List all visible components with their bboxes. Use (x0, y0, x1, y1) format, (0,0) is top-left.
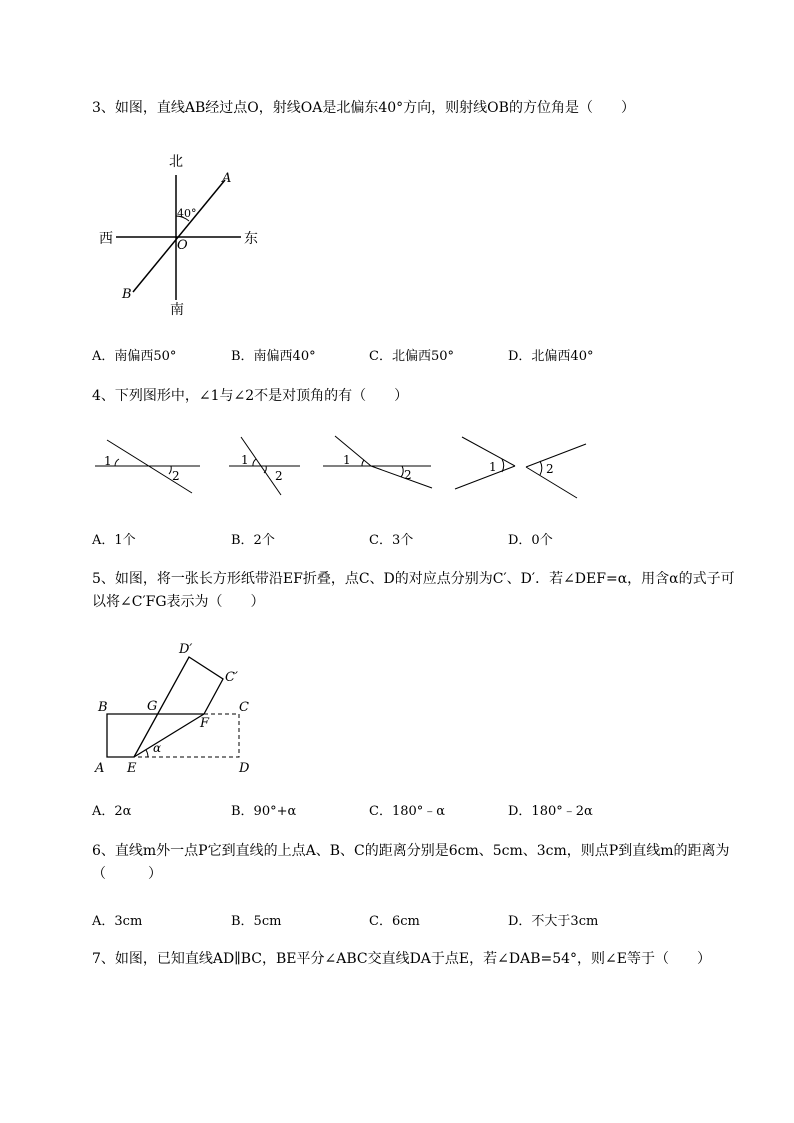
question-6-stem: 6、直线m外一点P它到直线的上点A、B、C的距离分别是6cm、5cm、3cm，则点P到直线m的距离为（ ） (92, 843, 730, 882)
option-a[interactable]: A．2α (92, 804, 132, 819)
option-c[interactable]: C．3个 (369, 533, 414, 548)
angle-2-label: 2 (275, 469, 283, 483)
question-7-stem: 7、如图，已知直线AD∥BC，BE平分∠ABC交直线DA于点E，若∠DAB=54°，则∠E等于（ ） (92, 951, 711, 967)
folded-paper-figure (92, 640, 262, 780)
point-e-label: E (127, 761, 137, 776)
question-6-options (92, 910, 712, 930)
angle-1-label: 1 (489, 460, 497, 474)
angle-figure-2 (227, 435, 307, 500)
angle-2-label: 2 (172, 469, 180, 483)
east-label: 东 (244, 231, 258, 247)
point-d-prime-label: D′ (179, 642, 193, 657)
point-c-label: C (239, 700, 249, 715)
point-b-label: B (122, 287, 132, 302)
option-c[interactable]: C．180°﹣α (369, 804, 446, 819)
option-b[interactable]: B．5cm (231, 914, 282, 929)
question-4-options (92, 529, 712, 549)
angle-1-label: 1 (104, 454, 112, 468)
compass-direction-figure (95, 150, 265, 320)
option-a[interactable]: A．3cm (92, 914, 143, 929)
west-label: 西 (99, 231, 113, 247)
option-d[interactable]: D．0个 (508, 533, 553, 548)
angle-1-label: 1 (343, 453, 351, 467)
point-d-label: D (239, 761, 250, 776)
option-a[interactable]: A．南偏西50° (92, 349, 177, 364)
angle-1-label: 1 (241, 453, 249, 467)
option-b[interactable]: B．2个 (231, 533, 275, 548)
question-5-options (92, 800, 712, 820)
angle-figure-4 (453, 434, 593, 504)
point-f-label: F (200, 716, 210, 731)
question-4-stem: 4、下列图形中，∠1与∠2不是对顶角的有（ ） (92, 388, 409, 404)
alpha-label: α (153, 741, 162, 755)
angle-40-label: 40° (177, 207, 197, 220)
angle-figure-1 (92, 437, 207, 497)
north-label: 北 (169, 154, 183, 170)
point-c-prime-label: C′ (225, 670, 238, 685)
option-c[interactable]: C．6cm (369, 914, 420, 929)
option-c[interactable]: C．北偏西50° (369, 349, 454, 364)
option-d[interactable]: D．180°﹣2α (508, 804, 593, 819)
point-g-label: G (147, 699, 158, 714)
option-d[interactable]: D．不大于3cm (508, 914, 599, 929)
question-3-options (92, 345, 712, 365)
angle-figure-3 (321, 434, 436, 494)
option-b[interactable]: B．90°+α (231, 804, 297, 819)
question-5-stem: 5、如图，将一张长方形纸带沿EF折叠，点C、D的对应点分别为C′、D′．若∠DEF=α，用含α的式子可以将∠C′FG表示为（ ） (92, 571, 735, 610)
option-b[interactable]: B．南偏西40° (231, 349, 316, 364)
point-a-label: A (95, 761, 105, 776)
option-d[interactable]: D．北偏西40° (508, 349, 594, 364)
angle-2-label: 2 (404, 468, 412, 482)
point-a-label: A (222, 171, 232, 186)
question-3-stem: 3、如图，直线AB经过点O，射线OA是北偏东40°方向，则射线OB的方位角是（ ） (92, 100, 635, 116)
angle-2-label: 2 (546, 462, 554, 476)
point-o-label: O (177, 238, 188, 253)
option-a[interactable]: A．1个 (92, 533, 136, 548)
south-label: 南 (170, 302, 184, 318)
point-b-label: B (98, 700, 108, 715)
